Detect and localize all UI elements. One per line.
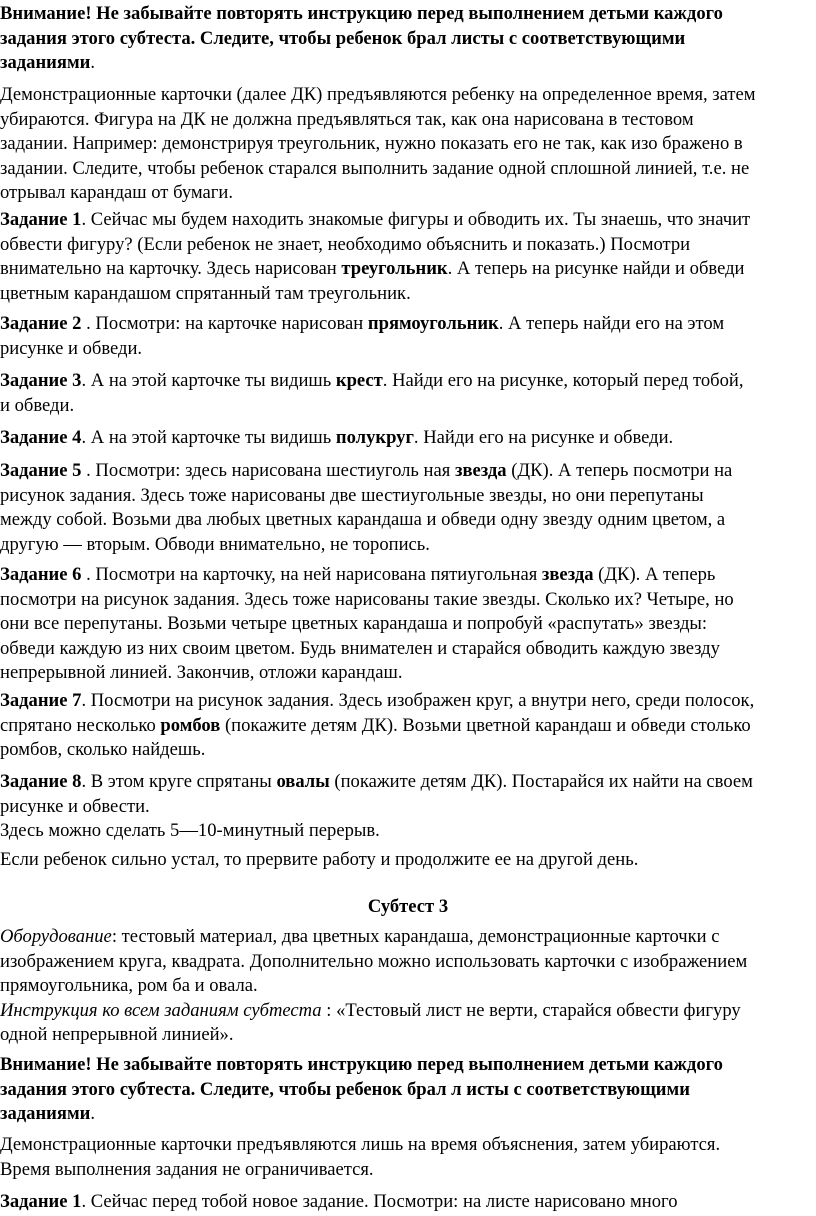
text-line (0, 83, 816, 108)
bold-text: Задание 2 (0, 313, 82, 334)
bold-text: звезда (541, 564, 594, 585)
bold-text: овалы (276, 771, 330, 792)
text-line (0, 714, 816, 739)
text-line (0, 208, 816, 233)
text-line (0, 848, 816, 873)
text-run: рисунок задания. Здесь тоже нарисованы две шестиугольные звезды, но они перепутаны (0, 484, 704, 506)
text-run: . Посмотри на рисунок задания. Здесь изображен круг, а внутри него, среди полосок, (81, 690, 755, 711)
text-run: . (90, 1103, 95, 1124)
text-line (0, 369, 816, 394)
bold-text: задания этого субтеста. Следите, чтобы ребенок брал листы с соответствующими (0, 27, 686, 49)
bold-text: Внимание! Не забывайте повторять инструкцию перед выполнением детьми каждого (0, 1054, 723, 1075)
bold-text: задания этого субтеста. Следите, чтобы ребенок брал л исты с соответствующими (0, 1078, 690, 1100)
text-line (0, 233, 816, 258)
bold-text: звезда (454, 460, 507, 481)
text-line (0, 895, 816, 920)
text-line (0, 1053, 816, 1078)
text-run: . Сейчас мы будем находить знакомые фигуры и обводить их. Ты знаешь, что значит (81, 209, 751, 230)
text-line (0, 312, 816, 337)
text-line (0, 157, 816, 182)
text-run: . Посмотри на карточку, на ней нарисована пятиугольная (81, 564, 542, 585)
text-run: Здесь можно сделать 5—10-минутный перерыв. (0, 820, 380, 841)
text-line (0, 1023, 816, 1048)
paragraph-warning-2 (0, 1053, 816, 1127)
bold-text: Внимание! Не забывайте повторять инструкцию перед выполнением детьми каждого (0, 3, 723, 24)
text-line (0, 925, 816, 950)
text-line (0, 612, 816, 637)
italic-text: Инструкция ко всем заданиям субтеста (0, 999, 322, 1021)
text-line (0, 563, 816, 588)
text-line (0, 1190, 816, 1215)
text-run: ромбов, сколько найдешь. (0, 739, 206, 760)
text-run: одной непрерывной линией». (0, 1024, 234, 1045)
text-line (0, 459, 816, 484)
text-line (0, 974, 816, 999)
text-line (0, 1133, 816, 1158)
text-line (0, 257, 816, 282)
bold-text: Субтест 3 (367, 896, 449, 917)
text-line (0, 689, 816, 714)
text-line (0, 508, 816, 533)
text-line (0, 282, 816, 307)
text-run: между собой. Возьми два любых цветных карандаша и обведи одну звезду одним цветом, а (0, 509, 726, 530)
paragraph-intro-2 (0, 1133, 816, 1182)
text-run: (ДК). А теперь (593, 564, 716, 585)
text-run: Если ребенок сильно устал, то прервите работу и продолжите ее на другой день. (0, 849, 639, 870)
text-run: и обведи. (0, 394, 75, 416)
text-line (0, 27, 816, 52)
paragraph-task-7 (0, 689, 816, 763)
paragraph-subtest-3-heading (0, 895, 816, 920)
paragraph-task-2 (0, 312, 816, 361)
bold-text: Задание 1 (0, 209, 82, 230)
text-run: Демонстрационные карточки предъявляются лишь на время объяснения, затем убираются. (0, 1134, 721, 1155)
text-line (0, 588, 816, 613)
text-run: внимательно на карточку. Здесь нарисован (0, 258, 342, 279)
paragraph-break-note (0, 848, 816, 873)
text-run: убираются. Фигура на ДК не должна предъявляться так, как она нарисована в тестовом (0, 108, 694, 130)
text-line (0, 770, 816, 795)
text-run: они все перепутаны. Возьми четыре цветных карандаша и попробуй «распутать» звезды: (0, 613, 708, 634)
bold-text: крест (335, 370, 383, 391)
text-run: : «Тестовый лист не верти, старайся обвести фигуру (321, 999, 741, 1021)
text-run: Демонстрационные карточки (далее ДК) предъявляются ребенку на определенное время, затем (0, 84, 756, 105)
text-run: . Сейчас перед тобой новое задание. Посмотри: на листе нарисовано много (81, 1191, 678, 1212)
text-line (0, 637, 816, 662)
text-line (0, 738, 816, 763)
text-run: цветным карандашом спрятанный там треугольник. (0, 282, 411, 304)
bold-text: Задание 1 (0, 1191, 82, 1212)
text-run: (ДК). А теперь посмотри на (506, 460, 733, 481)
bold-text: Задание 3 (0, 370, 82, 391)
text-line (0, 484, 816, 509)
bold-text: Задание 5 (0, 460, 82, 481)
paragraph-task-3 (0, 369, 816, 418)
text-run: . В этом круге спрятаны (81, 771, 277, 792)
text-run: спрятано несколько (0, 714, 161, 736)
text-run: отрывал карандаш от бумаги. (0, 182, 234, 203)
text-line (0, 108, 816, 133)
text-line (0, 337, 816, 362)
bold-text: треугольник (341, 258, 448, 279)
text-run: (покажите детям ДК). Возьми цветной карандаш и обведи столько (220, 714, 751, 736)
text-run: . А теперь на рисунке найди и обведи (447, 258, 745, 279)
text-run: . Найди его на рисунке и обведи. (413, 427, 674, 448)
text-line (0, 394, 816, 419)
paragraph-equipment (0, 925, 816, 1048)
text-run: изображением круга, квадрата. Дополнительно можно использовать карточки с изображением (0, 950, 748, 972)
paragraph-task-6 (0, 563, 816, 686)
paragraph-intro-1 (0, 83, 816, 206)
text-run: (покажите детям ДК). Постарайся их найти на своем (329, 771, 753, 792)
text-run: рисунке и обвести. (0, 795, 150, 817)
text-run: . Найди его на рисунке, который перед тобой, (382, 370, 744, 391)
text-run: . Посмотри: на карточке нарисован (81, 313, 368, 334)
text-line (0, 1078, 816, 1103)
paragraph-subtest-3-task-1 (0, 1190, 816, 1215)
text-run: Время выполнения задания не ограничивается. (0, 1158, 374, 1180)
text-line (0, 819, 816, 844)
text-run: непрерывной линией. Закончив, отложи карандаш. (0, 662, 403, 683)
paragraph-task-1 (0, 208, 816, 306)
text-line (0, 2, 816, 27)
text-run: прямоугольника, ром ба и овала. (0, 975, 258, 996)
text-run: . А на этой карточке ты видишь (81, 427, 336, 448)
text-run: рисунке и обведи. (0, 337, 143, 359)
bold-text: Задание 8 (0, 771, 82, 792)
text-run: . (90, 52, 95, 73)
text-line (0, 661, 816, 686)
text-run: посмотри на рисунок задания. Здесь тоже нарисованы такие звезды. Сколько их? Четыре, но (0, 588, 734, 610)
bold-text: полукруг (335, 427, 414, 448)
text-line (0, 950, 816, 975)
text-line (0, 1102, 816, 1127)
paragraph-task-8 (0, 770, 816, 844)
text-run: обвести фигуру? (Если ребенок не знает, необходимо объяснить и показать.) Посмотри (0, 233, 691, 255)
text-run: . Посмотри: здесь нарисована шестиуголь ная (81, 460, 455, 481)
text-line (0, 999, 816, 1024)
paragraph-task-5 (0, 459, 816, 557)
bold-text: Задание 7 (0, 690, 82, 711)
paragraph-task-4 (0, 426, 816, 451)
bold-text: Задание 6 (0, 564, 82, 585)
text-line (0, 181, 816, 206)
bold-text: Задание 4 (0, 427, 82, 448)
text-line (0, 132, 816, 157)
text-run: : тестовый материал, два цветных карандаша, демонстрационные карточки с (111, 926, 720, 947)
text-run: другую — вторым. Обводи внимательно, не торопись. (0, 533, 430, 555)
text-run: обведи каждую из них своим цветом. Будь внимателен и старайся обводить каждую звезду (0, 637, 720, 659)
text-run: . А теперь найди его на этом (498, 313, 725, 334)
italic-text: Оборудование (0, 926, 112, 947)
text-line (0, 426, 816, 451)
text-line (0, 795, 816, 820)
text-line (0, 51, 816, 76)
text-run: задании. Например: демонстрируя треугольник, нужно показать его не так, как изо бражено в (0, 133, 743, 154)
text-line (0, 1158, 816, 1183)
text-line (0, 533, 816, 558)
bold-text: ромбов (160, 714, 221, 736)
text-run: . А на этой карточке ты видишь (81, 370, 336, 391)
bold-text: прямоугольник (367, 313, 499, 334)
bold-text: заданиями (0, 52, 91, 73)
bold-text: заданиями (0, 1103, 91, 1124)
paragraph-warning-1 (0, 2, 816, 76)
text-run: задании. Следите, чтобы ребенок старался выполнить задание одной сплошной линией, т.е. не (0, 157, 750, 179)
